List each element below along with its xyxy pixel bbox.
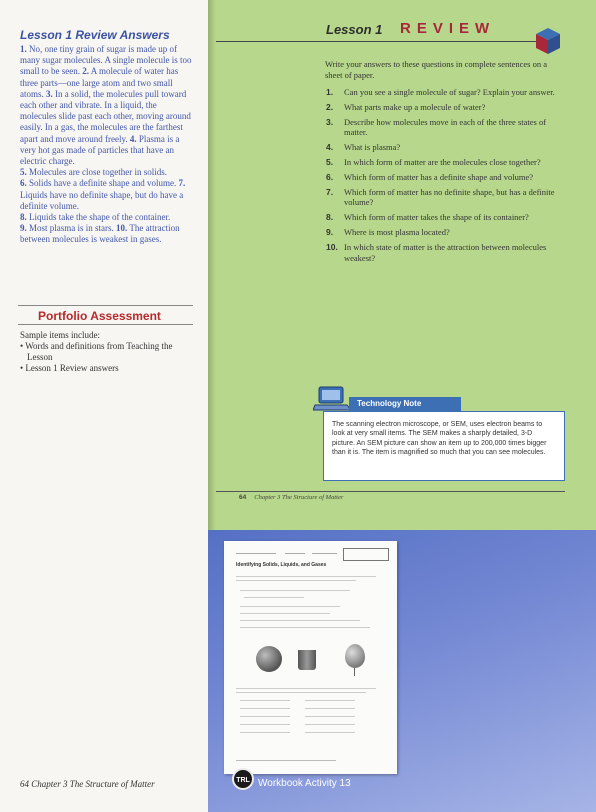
worksheet-line — [305, 700, 355, 701]
worksheet-line — [240, 627, 370, 628]
answer-10: The attraction between molecules is weakest in gases. — [20, 223, 180, 245]
worksheet-line — [305, 708, 355, 709]
worksheet-line — [240, 724, 290, 725]
worksheet-line — [305, 716, 355, 717]
lesson-label: Lesson 1 — [326, 22, 383, 37]
worksheet-cup-image — [298, 650, 316, 670]
chapter-title: Chapter 3 The Structure of Matter — [254, 494, 344, 501]
question-item: 7. Which form of matter has no definite shape, but has a definite volume? — [326, 186, 555, 208]
page-footer — [239, 494, 343, 501]
worksheet-title: Identifying Solids, Liquids, and Gases — [236, 562, 327, 568]
question-item: 10. In which state of matter is the attraction between molecules weakest? — [326, 242, 547, 263]
answer-7: Liquids have no definite shape, but do have a definite volume. — [20, 189, 184, 211]
review-questions — [326, 87, 566, 267]
review-instructions: Write your answers to these questions in complete sentences on a sheet of paper. — [325, 59, 548, 80]
question-item: 5. In which form of matter are the molecules close together? — [326, 157, 541, 168]
answer-2: A molecule of water has three parts—one large atom and two small atoms. — [20, 66, 179, 99]
page-number: 64 — [239, 494, 247, 501]
question-item: 8. Which form of matter takes the shape of its container? — [326, 212, 529, 223]
worksheet-line — [305, 732, 355, 733]
answer-1: No, one tiny grain of sugar is made up of many sugar molecules. A single molecule is too small to be seen. — [20, 44, 192, 77]
review-heading: REVIEW — [400, 20, 496, 37]
question-item: 2. What parts make up a molecule of water? — [326, 101, 486, 112]
worksheet-line — [236, 576, 376, 577]
portfolio-item: • Lesson 1 Review answers — [20, 363, 119, 373]
question-item: 9. Where is most plasma located? — [326, 227, 450, 238]
computer-icon — [313, 385, 353, 411]
worksheet-line — [244, 597, 304, 598]
worksheet-line — [240, 590, 350, 591]
worksheet-line — [236, 553, 276, 554]
worksheet-line — [236, 692, 366, 693]
question-item: 6. Which form of matter has a definite shape and volume? — [326, 171, 534, 182]
portfolio-assessment-title: Portfolio Assessment — [38, 309, 161, 323]
answer-5: Molecules are close together in solids. — [29, 167, 167, 178]
workbook-activity-label: Workbook Activity 13 — [258, 778, 351, 789]
worksheet-line — [236, 688, 376, 689]
portfolio-bottom-rule — [18, 324, 193, 325]
worksheet-line — [240, 613, 330, 614]
answer-6: Solids have a definite shape and volume. — [29, 178, 177, 189]
worksheet-line — [236, 580, 356, 581]
worksheet-line — [312, 553, 337, 554]
portfolio-intro: Sample items include: — [20, 330, 100, 340]
portfolio-list — [20, 341, 190, 374]
portfolio-top-rule — [18, 305, 193, 306]
worksheet-line — [240, 716, 290, 717]
worksheet-header-box — [343, 548, 389, 561]
worksheet-line — [240, 606, 340, 607]
worksheet-line — [240, 700, 290, 701]
worksheet-balloon-image — [345, 644, 365, 668]
answer-9: Most plasma is in stars. — [29, 223, 114, 234]
question-item: 1. Can you see a single molecule of sugar? Explain your answer. — [326, 87, 555, 97]
worksheet-line — [240, 620, 360, 621]
page-footer-rule — [216, 491, 565, 492]
question-item: 3. Describe how molecules move in each of the three states of matter. — [326, 116, 547, 138]
worksheet-line — [240, 708, 290, 709]
technology-note-text: The scanning electron microscope, or SEM, uses electron beams to look at very small items. The SEM makes a sharply detailed, 3-D picture. An SEM picture can show an item up to 200,000 times bigger than it is. The item is magnified so much that you can see molecules. — [332, 421, 547, 457]
trl-badge: TRL — [232, 768, 254, 790]
header-rule — [216, 41, 546, 42]
review-answers-text: 1. No, one tiny grain of sugar is made up of many sugar molecules. A single molecule is too small to be seen. 2. A molecule of water has three parts—one large atom and two small atoms. 3. In a solid, the molecules pull toward each other and vibrate. In a liquid, the molecules slide past each other, moving around easily. In a gas, the molecules are the farthest apart and move around freely. 4. Plasma is a very hot gas made of particles that have an electric charge. 5. Molecules are close together in solids. 6. Solids have a definite shape and volume. 7. Liquids have no definite shape, but do have a definite volume. 8. Liquids take the shape of the container. 9. Most plasma is in stars. 10. The attraction between molecules is weakest in gases. — [20, 44, 192, 245]
answer-4: Plasma is a very hot gas made of particles that have an electric charge. — [20, 133, 180, 167]
answer-3: In a solid, the molecules pull toward each other and vibrate. In a liquid, the molecules slide past each other, moving around easily. In a gas, the molecules are the farthest apart and move around freely. — [20, 88, 191, 144]
worksheet-line — [285, 553, 305, 554]
worksheet-line — [305, 724, 355, 725]
left-page-footer: 64 Chapter 3 The Structure of Matter — [20, 779, 155, 789]
review-answers-title: Lesson 1 Review Answers — [20, 28, 170, 42]
question-item: 4. What is plasma? — [326, 142, 401, 153]
balloon-string — [354, 668, 355, 676]
technology-note-box — [323, 411, 565, 481]
technology-note-label: Technology Note — [349, 397, 461, 411]
worksheet-line — [236, 760, 336, 761]
answer-8: Liquids take the shape of the container. — [29, 212, 171, 223]
worksheet-sphere-image — [256, 646, 282, 672]
portfolio-item: • Words and definitions from Teaching the Lesson — [20, 341, 173, 362]
worksheet-line — [240, 732, 290, 733]
cube-icon — [532, 26, 562, 56]
